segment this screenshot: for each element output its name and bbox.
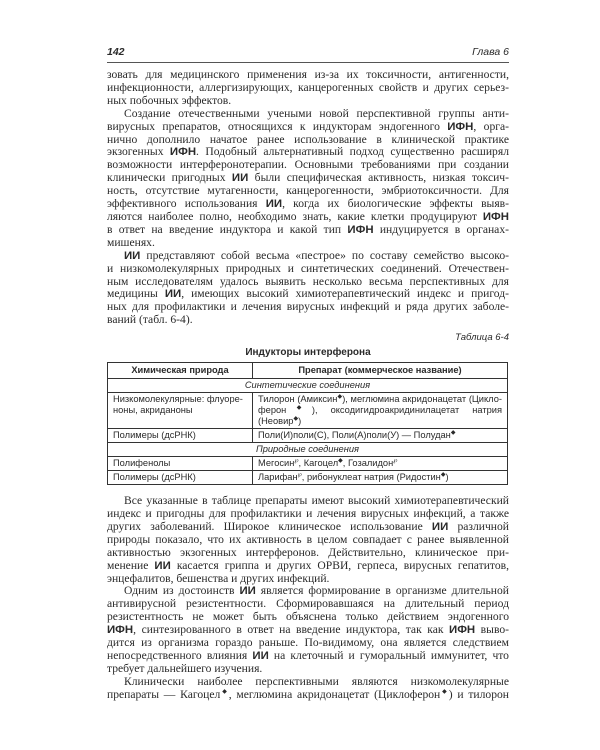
text-line: ваний (табл. 6-4). (107, 313, 193, 327)
table-row (108, 457, 508, 471)
paragraph (107, 69, 509, 108)
text-line: мишенях. (107, 235, 155, 249)
text-line: возможности интерферонотерапии. Основными требованиями при создании (107, 158, 509, 172)
table-row (108, 393, 508, 429)
cell-chemical-nature: Полимеры (дсРНК) (108, 429, 253, 443)
cell-drug: Тилорон (Амиксин◆), меглюмина акридонацетат (Цикло-ферон◆), оксодигидроакридинилацетат натрия (Неовир◆) (253, 393, 508, 429)
cell-drug: Поли(И)поли(С), Поли(А)поли(У) — Полудан◆ (253, 429, 508, 443)
cell-drug: Ларифан℘, рибонуклеат натрия (Ридостин◆) (253, 471, 508, 485)
paragraph (107, 676, 509, 702)
table-row (108, 429, 508, 443)
text-line: резистентность не может быть объяснена только действием эндогенного (107, 610, 509, 624)
text-line: ность, отсутствие мутагенности, канцерогенности, эмбриотоксичности. Для (107, 184, 509, 198)
text-line: эффективного использования ИИ, когда их биологические эффекты выяв- (107, 197, 510, 211)
text-line: непосредственного влияния ИИ на клеточный и гуморальный иммунитет, что (107, 649, 509, 662)
table-title: Индукторы интерферона (245, 347, 371, 359)
table-section-row (108, 379, 508, 393)
cell-chemical-nature: Полимеры (дсРНК) (108, 471, 253, 485)
paragraph (107, 108, 509, 250)
text-line: требует дальнейшего изучения. (107, 661, 263, 675)
chapter-title: Глава 6 (472, 46, 509, 58)
text-line: в ответ на введение индуктора и какой тип ИФН индуцируется в органах- (107, 222, 509, 236)
table-section-row (108, 443, 508, 457)
text-line: Одним из достоинств ИИ является формирование в организме длительной (124, 584, 509, 598)
text-line: ИФН, синтезированного в ответ на введение индуктора, так как ИФН выво- (107, 623, 510, 637)
paragraph (107, 250, 509, 327)
cell-drug: Мегосин℘, Кагоцел◆, Гозалидон℘ (253, 457, 508, 471)
text-line: ляются наиболее полно, необходимо знать, какие клетки продуцируют ИФН (107, 209, 509, 223)
text-line: антивирусной резистентности. Сформировавшаяся на длительный период (107, 597, 509, 611)
text-line: ных для профилактики и лечения вирусных инфекций и ряда других заболе- (107, 300, 509, 314)
text-line: инфекционности, аллергизирующих, канцерогенных свойств и других серьез- (107, 80, 509, 94)
text-line: зовать для медицинского применения из-за их токсичности, антигенности, (107, 68, 509, 81)
text-line: менение ИИ касается гриппа и других ОРВИ, герпеса, вирусных гепатитов, (107, 558, 510, 572)
section-label: Синтетические соединения (108, 379, 508, 393)
text-line: Все указанные в таблице препараты имеют высокий химиотерапевтический (124, 494, 509, 508)
book-page (107, 0, 509, 702)
text-line: ИИ представляют собой весьма «пестрое» по составу семейство высоко- (124, 248, 509, 262)
text-line: дится из организма гораздо раньше. По-видимому, она является следствием (107, 636, 509, 650)
text-line: других заболеваний. Широкое клиническое использование ИИ различной (107, 519, 509, 533)
text-line: ных побочных эффектов. (107, 93, 232, 107)
text-line: препараты — Кагоцел◆, меглюмина акридонацетат (Циклоферон◆) и тилорон (107, 687, 509, 701)
body-text-top (107, 69, 509, 327)
text-line: Создание отечественными учеными новой перспективной группы анти- (124, 106, 509, 120)
cell-chemical-nature: Низкомолекулярные: флуоре-ноны, акриданоны (108, 393, 253, 429)
paragraph (107, 585, 509, 675)
text-line: экзогенных ИФН. Подобный альтернативный подход существенно расширял (107, 145, 509, 159)
text-line: вирусных препаратов, относящихся к индукторам эндогенного ИФН, орга- (107, 119, 509, 133)
text-line: Клинически наиболее перспективными являются низкомолекулярные (124, 674, 509, 688)
page-number: 142 (107, 46, 125, 58)
table-header-row (108, 363, 508, 379)
text-line: нично дополнило начатое ранее использование в клинической практике (107, 132, 509, 146)
text-line: индекс и пригодны для профилактики и лечения вирусных инфекций, а также (107, 507, 509, 521)
text-line: энцефалитов, бешенства и других инфекций. (107, 571, 330, 585)
text-line: ным исследователям удалось выявить несколько весьма перспективных для (107, 274, 509, 288)
paragraph (107, 495, 509, 585)
table-caption: Таблица 6-4 (455, 332, 509, 344)
interferon-inducers-table (107, 362, 508, 485)
running-header (107, 45, 509, 63)
text-line: медицины ИИ, имеющих высокий химиотерапевтический индекс и пригод- (107, 287, 510, 301)
text-line: клинически пригодных ИИ были специфическая активность, низкая токсич- (107, 171, 509, 185)
section-label: Природные соединения (108, 443, 508, 457)
text-line: активностью экзогенных интерферонов. Действительно, клиническое при- (107, 545, 509, 559)
cell-chemical-nature: Полифенолы (108, 457, 253, 471)
text-line: и низкомолекулярных природных и синтетических соединений. Отечествен- (107, 261, 509, 275)
column-header-chemical-nature: Химическая природа (108, 363, 253, 379)
text-line: природы показало, что их активность в целом совпадает с ранее выявленной (107, 532, 509, 546)
body-text-bottom (107, 495, 509, 702)
column-header-drug: Препарат (коммерческое название) (253, 363, 508, 379)
table-row (108, 471, 508, 485)
